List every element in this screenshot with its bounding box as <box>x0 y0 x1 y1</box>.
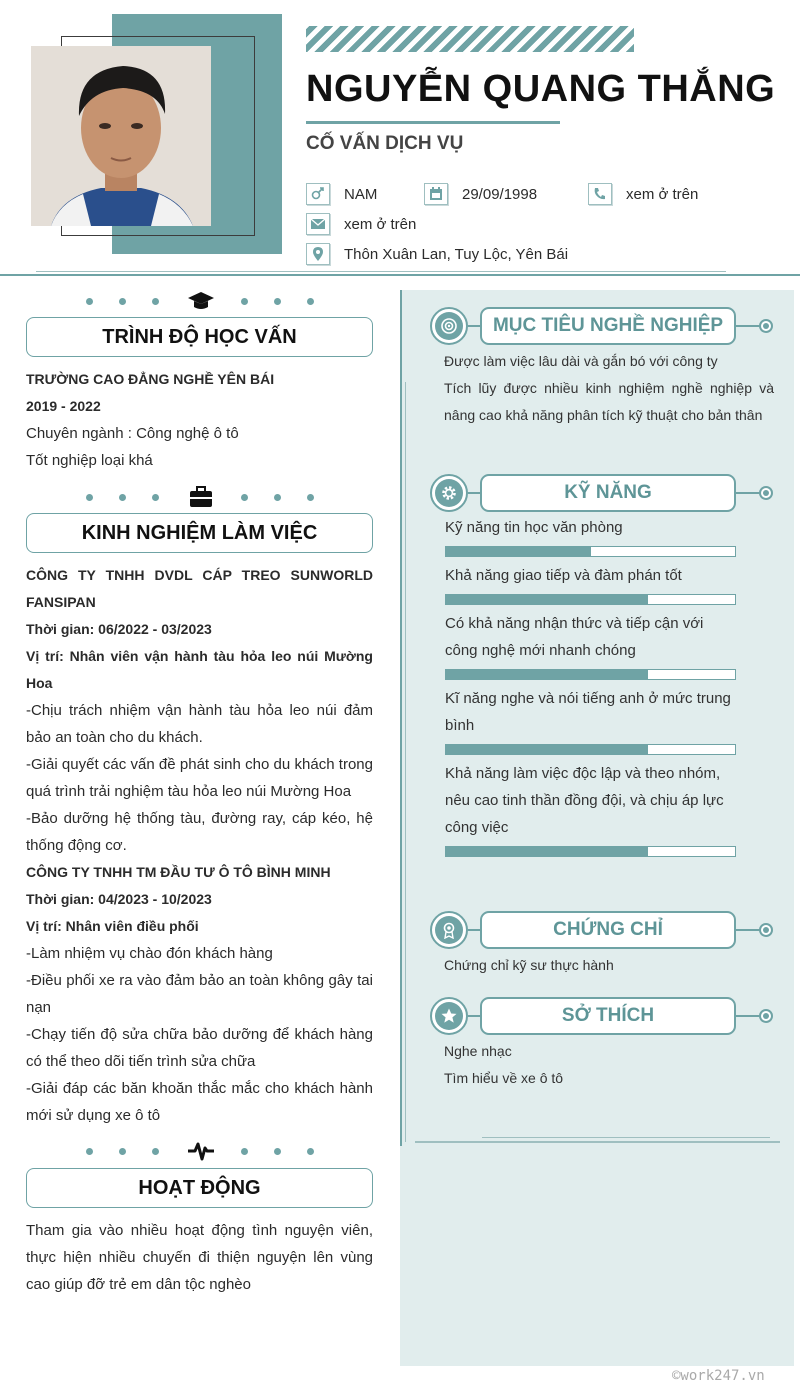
skill-label: Khả năng giao tiếp và đàm phán tốt <box>445 567 682 584</box>
skill-bar <box>445 846 736 857</box>
target-icon <box>430 307 468 345</box>
skill-item <box>445 514 740 557</box>
education-heading: TRÌNH ĐỘ HỌC VẤN <box>26 317 373 357</box>
gear-icon <box>430 474 468 512</box>
skill-fill <box>446 847 648 856</box>
certificate-item: Chứng chỉ kỹ sư thực hành <box>444 957 614 973</box>
calendar-icon <box>424 183 448 205</box>
company-name: CÔNG TY TNHH TM ĐẦU TƯ Ô TÔ BÌNH MINH <box>26 864 331 880</box>
skill-bar <box>445 744 736 755</box>
job-position: Vị trí: Nhân viên điều phối <box>26 918 199 934</box>
job-position: Vị trí: Nhân viên vận hành tàu hỏa leo núi Mường Hoa <box>26 648 373 691</box>
education-years: 2019 - 2022 <box>26 398 101 414</box>
name-underline <box>306 121 560 124</box>
objective-title: MỤC TIÊU NGHỀ NGHIỆP <box>480 307 736 345</box>
skill-fill <box>446 547 591 556</box>
objective-line1: Được làm việc lâu dài và gắn bó với công ty <box>444 353 718 369</box>
certificates-heading <box>430 911 775 949</box>
hobby-item: Tìm hiểu về xe ô tô <box>444 1070 564 1086</box>
header-stripes <box>306 26 634 52</box>
job-entry <box>26 562 373 1129</box>
watermark: ©work247.vn <box>672 1368 765 1384</box>
activities-heading: HOẠT ĐỘNG <box>26 1168 373 1208</box>
column-divider-thin <box>405 382 406 1142</box>
phone-icon <box>588 183 612 205</box>
skill-fill <box>446 595 648 604</box>
heading-end-dot <box>759 486 773 500</box>
briefcase-icon <box>186 485 216 509</box>
graduation-cap-icon <box>186 289 216 313</box>
candidate-name: NGUYỄN QUANG THẮNG <box>306 68 776 110</box>
skill-item <box>445 562 740 605</box>
heading-end-dot <box>759 1009 773 1023</box>
hobbies-title: SỞ THÍCH <box>480 997 736 1035</box>
header-divider <box>0 274 800 276</box>
job-time: Thời gian: 06/2022 - 03/2023 <box>26 621 212 637</box>
pulse-icon <box>186 1139 216 1163</box>
job-duty: -Làm nhiệm vụ chào đón khách hàng <box>26 945 273 962</box>
job-time: Thời gian: 04/2023 - 10/2023 <box>26 891 212 907</box>
job-duty: -Giải đáp các băn khoăn thắc mắc cho khách hành mới sử dụng xe ô tô <box>26 1080 373 1124</box>
certificates-title: CHỨNG CHỈ <box>480 911 736 949</box>
location-icon <box>306 243 330 265</box>
education-major: Chuyên ngành : Công nghệ ô tô <box>26 425 239 442</box>
school-name: TRƯỜNG CAO ĐẲNG NGHỀ YÊN BÁI <box>26 371 275 387</box>
heading-end-dot <box>759 923 773 937</box>
job-title: CỐ VẤN DỊCH VỤ <box>306 133 464 154</box>
skill-bar <box>445 669 736 680</box>
phone-item <box>588 183 698 205</box>
award-icon <box>430 911 468 949</box>
skill-item <box>445 685 740 755</box>
gender-value: NAM <box>344 185 378 203</box>
panel-rule <box>415 1141 780 1143</box>
panel-rule-thin <box>482 1137 770 1138</box>
heading-end-dot <box>759 319 773 333</box>
section-divider <box>86 1139 316 1163</box>
email-item <box>306 213 416 235</box>
skill-label: Có khả năng nhận thức và tiếp cận với công nghệ mới nhanh chóng <box>445 615 704 659</box>
job-duty: -Chạy tiến độ sửa chữa bảo dưỡng để khách hàng có thể theo dõi tiến trình sửa chữa <box>26 1026 373 1070</box>
section-divider <box>86 289 316 313</box>
skills-heading <box>430 474 775 512</box>
skill-label: Kỹ năng tin học văn phòng <box>445 519 623 536</box>
birthday-value: 29/09/1998 <box>462 185 538 203</box>
skill-label: Kĩ năng nghe và nói tiếng anh ở mức trung bình <box>445 690 731 734</box>
email-value: xem ở trên <box>344 215 417 233</box>
phone-value: xem ở trên <box>626 185 699 203</box>
gender-item <box>306 183 377 205</box>
skill-bar <box>445 546 736 557</box>
job-duty: -Điều phối xe ra vào đảm bảo an toàn không gây tai nạn <box>26 972 373 1016</box>
objective-line2: Tích lũy được nhiều kinh nghiệm nghề nghiệp và nâng cao khả năng phân tích kỹ thuật cho bản thân <box>444 380 774 423</box>
skill-fill <box>446 670 648 679</box>
objective-heading <box>430 307 775 345</box>
column-divider <box>400 290 402 1146</box>
activities-text: Tham gia vào nhiều hoạt động tình nguyện viên, thực hiện nhiều chuyến đi thiện nguyện lên vùng cao giúp đỡ trẻ em dân tộc nghèo <box>26 1222 373 1293</box>
skill-item <box>445 610 740 680</box>
skill-label: Khả năng làm việc độc lập và theo nhóm, nêu cao tinh thần đồng đội, và chịu áp lực công việc <box>445 765 724 836</box>
education-block <box>26 366 373 474</box>
job-duty: -Bảo dưỡng hệ thống tàu, đường ray, cáp kéo, hệ thống động cơ. <box>26 810 373 854</box>
gender-icon <box>306 183 330 205</box>
email-icon <box>306 213 330 235</box>
education-grade: Tốt nghiệp loại khá <box>26 452 153 469</box>
avatar <box>31 46 211 226</box>
hobbies-heading <box>430 997 775 1035</box>
job-duty: -Giải quyết các vấn đề phát sinh cho du khách trong quá trình trải nghiệm tàu hỏa leo núi Mường Hoa <box>26 756 373 800</box>
header-divider-thin <box>36 271 726 272</box>
section-divider <box>86 485 316 509</box>
address-value: Thôn Xuân Lan, Tuy Lộc, Yên Bái <box>344 245 569 263</box>
skill-bar <box>445 594 736 605</box>
experience-heading: KINH NGHIỆM LÀM VIỆC <box>26 513 373 553</box>
hobby-item: Nghe nhạc <box>444 1043 512 1059</box>
birthday-item <box>424 183 537 205</box>
address-item <box>306 243 568 265</box>
skill-fill <box>446 745 648 754</box>
skills-title: KỸ NĂNG <box>480 474 736 512</box>
job-duty: -Chịu trách nhiệm vận hành tàu hỏa leo núi đảm bảo an toàn cho du khách. <box>26 702 373 746</box>
skill-item <box>445 760 740 857</box>
star-icon <box>430 997 468 1035</box>
company-name: CÔNG TY TNHH DVDL CÁP TREO SUNWORLD FANSIPAN <box>26 567 373 610</box>
